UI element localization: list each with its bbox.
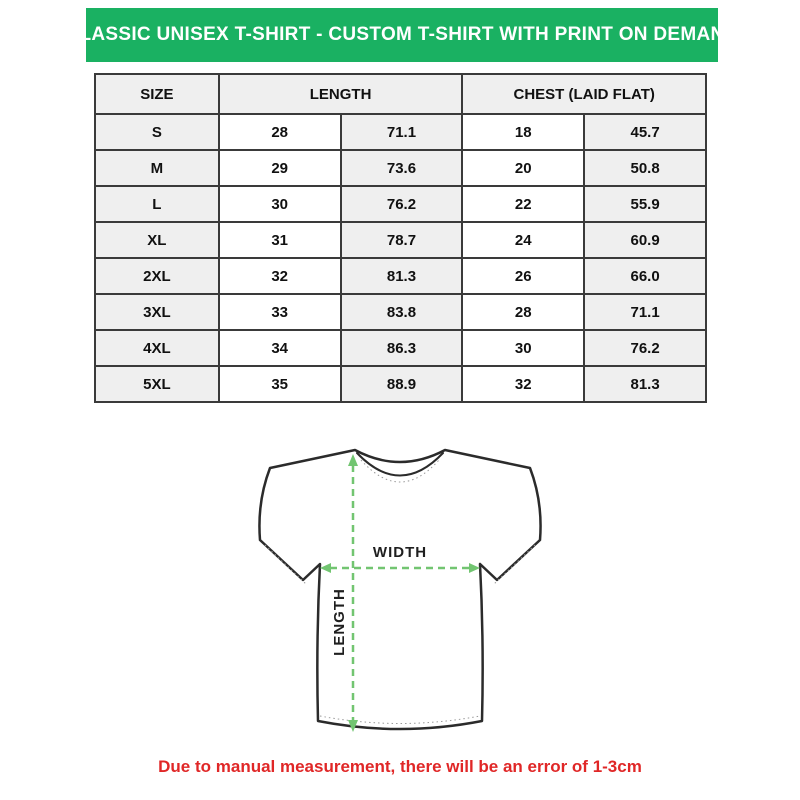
size-chart-table-container (94, 73, 707, 403)
table-row (95, 330, 706, 366)
size-table-body (95, 114, 706, 402)
cell-chest-in: 20 (462, 150, 584, 186)
cell-length-in: 32 (219, 258, 341, 294)
cell-chest-in: 18 (462, 114, 584, 150)
cell-length-in: 29 (219, 150, 341, 186)
table-row (95, 114, 706, 150)
measurement-disclaimer: Due to manual measurement, there will be an error of 1-3cm (158, 757, 642, 776)
cell-chest-cm: 55.9 (584, 186, 706, 222)
size-chart-header (95, 74, 706, 114)
cell-size: 4XL (95, 330, 219, 366)
cell-chest-cm: 81.3 (584, 366, 706, 402)
cell-chest-cm: 66.0 (584, 258, 706, 294)
cell-size: XL (95, 222, 219, 258)
table-row (95, 366, 706, 402)
cell-size: S (95, 114, 219, 150)
cell-chest-cm: 50.8 (584, 150, 706, 186)
cell-size: 2XL (95, 258, 219, 294)
cell-chest-cm: 71.1 (584, 294, 706, 330)
cell-chest-in: 28 (462, 294, 584, 330)
cell-length-cm: 83.8 (341, 294, 463, 330)
cell-size: 5XL (95, 366, 219, 402)
table-row (95, 150, 706, 186)
header-row (95, 74, 706, 114)
cell-length-cm: 81.3 (341, 258, 463, 294)
cell-chest-in: 30 (462, 330, 584, 366)
width-label: WIDTH (372, 544, 428, 561)
cell-length-cm: 73.6 (341, 150, 463, 186)
cell-chest-in: 32 (462, 366, 584, 402)
cell-length-cm: 78.7 (341, 222, 463, 258)
header-length: LENGTH (219, 74, 463, 114)
cell-length-in: 31 (219, 222, 341, 258)
cell-chest-in: 26 (462, 258, 584, 294)
table-row (95, 294, 706, 330)
cell-chest-in: 22 (462, 186, 584, 222)
cell-size: M (95, 150, 219, 186)
cell-chest-in: 24 (462, 222, 584, 258)
tshirt-measurement-diagram (250, 440, 550, 750)
cell-length-cm: 86.3 (341, 330, 463, 366)
cell-chest-cm: 76.2 (584, 330, 706, 366)
header-chest: CHEST (LAID FLAT) (462, 74, 706, 114)
cell-length-in: 35 (219, 366, 341, 402)
table-row (95, 186, 706, 222)
cell-chest-cm: 60.9 (584, 222, 706, 258)
cell-length-in: 28 (219, 114, 341, 150)
length-label: LENGTH (331, 588, 348, 656)
header-size: SIZE (95, 74, 219, 114)
table-row (95, 222, 706, 258)
cell-length-cm: 71.1 (341, 114, 463, 150)
cell-length-in: 30 (219, 186, 341, 222)
page-title: CLASSIC UNISEX T-SHIRT - CUSTOM T-SHIRT WITH PRINT ON DEMAND (65, 24, 739, 45)
cell-size: 3XL (95, 294, 219, 330)
size-chart-table (94, 73, 707, 403)
cell-length-cm: 88.9 (341, 366, 463, 402)
cell-length-in: 34 (219, 330, 341, 366)
cell-size: L (95, 186, 219, 222)
tshirt-diagram-svg (250, 440, 550, 750)
title-banner (65, 8, 739, 62)
cell-length-in: 33 (219, 294, 341, 330)
cell-length-cm: 76.2 (341, 186, 463, 222)
tshirt-outline (259, 450, 540, 729)
cell-chest-cm: 45.7 (584, 114, 706, 150)
table-row (95, 258, 706, 294)
